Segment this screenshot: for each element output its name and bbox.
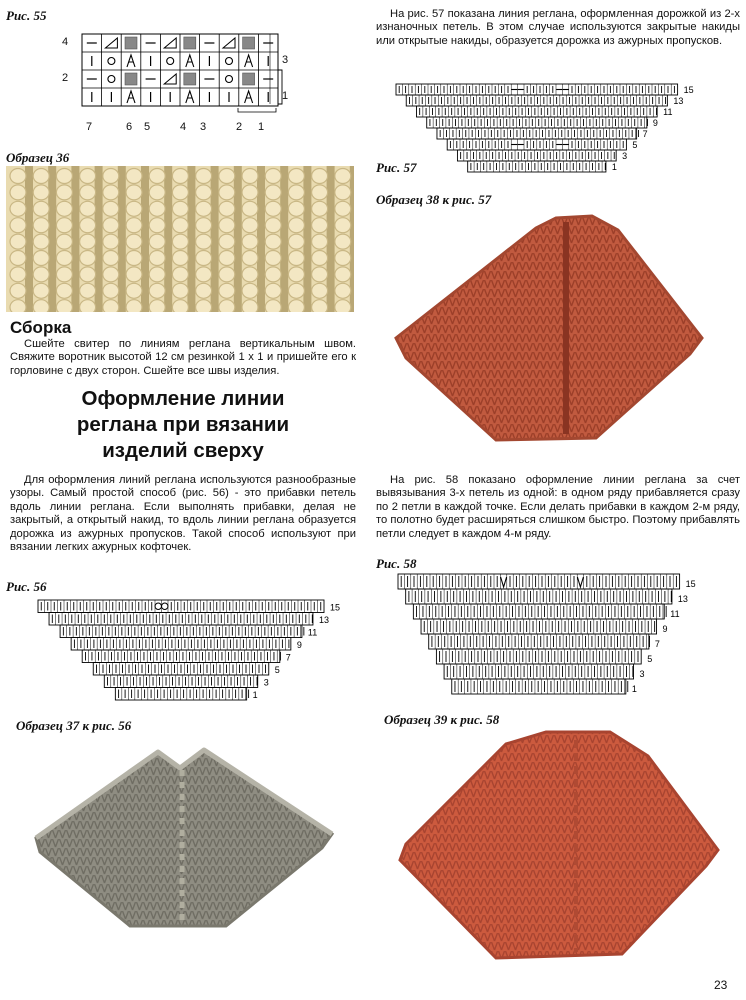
rib-stitch bbox=[172, 283, 188, 298]
rib-stitch bbox=[288, 201, 304, 216]
right-text-top: На рис. 57 показана линия реглана, оформленная дорожкой из 2-х изнаночных петель. В этом случае используются закрытые накиды или открытые накиды, образуется дорожка из ажурных пропусков. bbox=[376, 8, 740, 47]
row-number-label: 1 bbox=[611, 162, 617, 172]
rib-stitch bbox=[265, 300, 281, 312]
fig55-row-label-4: 4 bbox=[62, 36, 69, 48]
rib-stitch bbox=[103, 201, 119, 216]
row-number-label: 7 bbox=[654, 639, 660, 649]
rib-stitch bbox=[56, 300, 72, 312]
yarn-over-symbol bbox=[226, 58, 233, 65]
rib-stitch bbox=[312, 185, 328, 200]
row-number-label: 13 bbox=[318, 615, 329, 625]
rib-stitch bbox=[10, 300, 26, 312]
rib-stitch bbox=[103, 267, 119, 282]
rib-stitch bbox=[56, 185, 72, 200]
row-number-label: 9 bbox=[652, 118, 658, 128]
rib-stitch bbox=[56, 251, 72, 266]
rib-stitch bbox=[10, 283, 26, 298]
rib-stitch bbox=[56, 234, 72, 249]
rib-stitch bbox=[312, 234, 328, 249]
fig55-num: 1 bbox=[258, 121, 265, 133]
central-decrease-symbol bbox=[127, 55, 135, 67]
rib-stitch bbox=[149, 283, 165, 298]
rib-stitch bbox=[172, 300, 188, 312]
central-decrease-symbol bbox=[186, 55, 194, 67]
rib-stitch bbox=[196, 267, 212, 282]
rib-stitch bbox=[80, 201, 96, 216]
rib-stitch bbox=[10, 267, 26, 282]
no-stitch-symbol bbox=[243, 73, 255, 85]
sample36-photo bbox=[6, 166, 354, 312]
rib-stitch bbox=[312, 283, 328, 298]
rib-stitch bbox=[265, 169, 281, 184]
fig55-chart bbox=[60, 30, 290, 140]
rib-stitch bbox=[242, 283, 258, 298]
rib-stitch bbox=[335, 251, 351, 266]
row-number-label: 7 bbox=[642, 129, 648, 139]
rib-stitch bbox=[312, 201, 328, 216]
fig55-bracket-label-3: 3 bbox=[282, 54, 289, 66]
assembly-heading: Сборка bbox=[10, 318, 72, 337]
fig55-bracket-label-1: 1 bbox=[282, 90, 289, 102]
rib-stitch bbox=[242, 267, 258, 282]
rib-stitch bbox=[196, 201, 212, 216]
fig55-num: 4 bbox=[180, 121, 187, 133]
rib-stitch bbox=[219, 218, 235, 233]
increase-symbol bbox=[501, 577, 507, 587]
rib-stitch bbox=[172, 218, 188, 233]
rib-stitch bbox=[80, 234, 96, 249]
rib-stitch bbox=[288, 251, 304, 266]
no-stitch-symbol bbox=[125, 73, 137, 85]
chart-row bbox=[60, 625, 302, 638]
rib-stitch bbox=[219, 201, 235, 216]
rib-stitch bbox=[80, 251, 96, 266]
rib-stitch bbox=[80, 218, 96, 233]
rib-stitch bbox=[149, 201, 165, 216]
rib-stitch bbox=[149, 218, 165, 233]
yarn-over-symbol bbox=[226, 76, 233, 83]
central-decrease-symbol bbox=[245, 91, 253, 103]
rib-stitch bbox=[335, 185, 351, 200]
rib-stitch bbox=[56, 169, 72, 184]
fig58-svg bbox=[392, 570, 712, 698]
rib-stitch bbox=[172, 267, 188, 282]
rib-stitch bbox=[265, 251, 281, 266]
orange-raglan-knit-swatch bbox=[386, 726, 726, 966]
rib-stitch bbox=[196, 218, 212, 233]
fig58-caption: Рис. 58 bbox=[376, 556, 417, 571]
row-number-label: 11 bbox=[307, 627, 318, 638]
rib-stitch bbox=[219, 251, 235, 266]
rib-stitch bbox=[10, 218, 26, 233]
row-number-label: 5 bbox=[632, 140, 638, 150]
rib-stitch bbox=[126, 201, 142, 216]
rib-stitch bbox=[33, 283, 49, 298]
fig57-chart bbox=[390, 80, 710, 176]
sample38-caption: Образец 38 к рис. 57 bbox=[376, 192, 492, 207]
rib-stitch bbox=[196, 185, 212, 200]
rib-stitch bbox=[80, 185, 96, 200]
rib-stitch bbox=[10, 169, 26, 184]
central-decrease-symbol bbox=[186, 91, 194, 103]
rib-stitch bbox=[33, 267, 49, 282]
rib-stitch bbox=[103, 283, 119, 298]
rib-stitch bbox=[126, 283, 142, 298]
rib-stitch bbox=[33, 234, 49, 249]
rib-stitch bbox=[10, 234, 26, 249]
rib-stitch bbox=[56, 201, 72, 216]
sample39-photo bbox=[386, 726, 726, 966]
rib-stitch bbox=[33, 201, 49, 216]
rib-stitch bbox=[335, 218, 351, 233]
fig55-num: 6 bbox=[126, 121, 133, 133]
section-title-line: Оформление линии bbox=[81, 387, 285, 410]
rib-stitch bbox=[126, 300, 142, 312]
rib-stitch bbox=[242, 218, 258, 233]
row-number-label: 15 bbox=[683, 85, 694, 95]
no-stitch-symbol bbox=[125, 37, 137, 49]
chart-row bbox=[457, 150, 616, 161]
row-number-label: 3 bbox=[263, 677, 269, 688]
rib-stitch bbox=[196, 251, 212, 266]
rib-stitch bbox=[196, 169, 212, 184]
rib-stitch bbox=[335, 283, 351, 298]
sample39-caption: Образец 39 к рис. 58 bbox=[384, 712, 500, 727]
rib-stitch bbox=[126, 234, 142, 249]
decrease-symbol bbox=[105, 38, 117, 48]
row-number-label: 13 bbox=[677, 594, 688, 604]
rib-stitch bbox=[265, 283, 281, 298]
no-stitch-symbol bbox=[184, 73, 196, 85]
rib-stitch bbox=[149, 185, 165, 200]
fig55-bracket bbox=[238, 108, 276, 112]
rib-stitch bbox=[242, 185, 258, 200]
rib-stitch bbox=[103, 251, 119, 266]
row-number-label: 15 bbox=[330, 602, 340, 613]
rib-stitch bbox=[33, 169, 49, 184]
fig58-chart bbox=[392, 570, 712, 698]
rib-stitch bbox=[10, 185, 26, 200]
rib-stitch bbox=[312, 218, 328, 233]
row-number-label: 3 bbox=[639, 669, 645, 679]
rib-stitch bbox=[149, 169, 165, 184]
row-number-label: 7 bbox=[285, 652, 291, 663]
chart-row bbox=[413, 604, 664, 619]
cream-rib-knit-swatch bbox=[6, 166, 354, 312]
section-title-line: реглана при вязании bbox=[76, 413, 290, 436]
rib-stitch bbox=[335, 267, 351, 282]
chart-row bbox=[71, 638, 291, 651]
right-text-mid: На рис. 58 показано оформление линии реглана за счет вывязывания 3-х петель из одной: в одном ряду прибавляется сразу по 2 петли в каждой точке. Если делать прибавки в каждом 2-м ряду, то полотно будет расширяться слишком быстро. Поэтому прибавлять петли следует в каждом 4-м ряду. bbox=[376, 474, 740, 540]
row-number-label: 9 bbox=[296, 640, 302, 650]
rib-stitch bbox=[172, 251, 188, 266]
chart-row bbox=[406, 589, 672, 604]
rib-stitch bbox=[219, 267, 235, 282]
rib-stitch bbox=[10, 201, 26, 216]
rib-stitch bbox=[10, 251, 26, 266]
no-stitch-symbol bbox=[184, 37, 196, 49]
rib-stitch bbox=[288, 300, 304, 312]
rib-stitch bbox=[335, 300, 351, 312]
section-text: Для оформления линий реглана используются разнообразные узоры. Самый простой способ (рис. 56) - это прибавки петель вдоль линии реглана. Если выполнять прибавки, делая не закрытый, а открытый накид, то вдоль линии реглана образуется дорожка из ажурных пропусков. Такой способ используют при вязании легких ажурных кофточек. bbox=[10, 474, 356, 554]
fig57-caption: Рис. 57 bbox=[376, 160, 417, 175]
fig56-chart bbox=[30, 596, 340, 704]
rib-stitch bbox=[33, 300, 49, 312]
row-number-label: 13 bbox=[673, 96, 684, 106]
chart-row bbox=[429, 634, 649, 649]
rib-stitch bbox=[288, 218, 304, 233]
yarn-over-symbol bbox=[108, 58, 115, 65]
rib-stitch bbox=[242, 169, 258, 184]
rib-stitch bbox=[288, 283, 304, 298]
fig56-svg bbox=[30, 596, 340, 704]
rib-stitch bbox=[149, 267, 165, 282]
rib-stitch bbox=[312, 267, 328, 282]
row-number-label: 11 bbox=[670, 609, 680, 619]
sample37-photo bbox=[10, 740, 358, 935]
rib-stitch bbox=[288, 267, 304, 282]
rib-stitch bbox=[80, 283, 96, 298]
rib-stitch bbox=[312, 300, 328, 312]
rib-stitch bbox=[219, 300, 235, 312]
rib-stitch bbox=[288, 185, 304, 200]
decrease-symbol bbox=[223, 38, 235, 48]
chart-row bbox=[468, 161, 606, 172]
chart-row bbox=[452, 679, 626, 694]
rib-stitch bbox=[103, 234, 119, 249]
yarn-over-symbol bbox=[162, 603, 168, 609]
rib-stitch bbox=[242, 201, 258, 216]
rib-stitch bbox=[56, 218, 72, 233]
rib-stitch bbox=[242, 234, 258, 249]
rib-stitch bbox=[219, 283, 235, 298]
rib-stitch bbox=[335, 201, 351, 216]
rib-stitch bbox=[80, 300, 96, 312]
rib-stitch bbox=[80, 169, 96, 184]
rib-stitch bbox=[149, 300, 165, 312]
rib-stitch bbox=[288, 169, 304, 184]
rib-stitch bbox=[149, 251, 165, 266]
rib-stitch bbox=[126, 218, 142, 233]
rib-stitch bbox=[265, 185, 281, 200]
rib-stitch bbox=[265, 234, 281, 249]
rib-stitch bbox=[126, 185, 142, 200]
page-number: 23 bbox=[714, 978, 728, 992]
rib-stitch bbox=[103, 300, 119, 312]
rib-stitch bbox=[103, 169, 119, 184]
fig55-svg bbox=[60, 30, 290, 140]
rib-stitch bbox=[172, 169, 188, 184]
increase-symbol bbox=[577, 577, 583, 587]
rib-stitch bbox=[56, 283, 72, 298]
chart-row bbox=[416, 106, 657, 117]
rib-stitch bbox=[149, 234, 165, 249]
rib-stitch bbox=[242, 251, 258, 266]
rib-stitch bbox=[196, 300, 212, 312]
row-number-label: 15 bbox=[685, 579, 696, 589]
rib-stitch bbox=[242, 300, 258, 312]
sample36-caption: Образец 36 bbox=[6, 150, 70, 165]
sample37-caption: Образец 37 к рис. 56 bbox=[16, 718, 132, 733]
yarn-over-symbol bbox=[155, 603, 161, 609]
decrease-symbol bbox=[164, 74, 176, 84]
rib-stitch bbox=[172, 185, 188, 200]
rib-stitch bbox=[219, 234, 235, 249]
rib-stitch bbox=[103, 218, 119, 233]
rib-stitch bbox=[265, 267, 281, 282]
rib-stitch bbox=[80, 267, 96, 282]
rib-stitch bbox=[172, 234, 188, 249]
rib-stitch bbox=[33, 251, 49, 266]
rib-stitch bbox=[33, 185, 49, 200]
sample38-photo bbox=[386, 208, 726, 448]
row-number-label: 5 bbox=[647, 654, 653, 664]
assembly-text: Сшейте свитер по линиям реглана вертикальным швом. Свяжите воротник высотой 12 см резинкой 1 х 1 и пришейте его к горловине с двух сторон. Сшейте все швы изделия. bbox=[10, 338, 356, 377]
chart-row bbox=[406, 95, 667, 106]
central-decrease-symbol bbox=[127, 91, 135, 103]
row-number-label: 5 bbox=[274, 665, 280, 675]
section-title bbox=[10, 386, 356, 464]
rib-stitch bbox=[265, 218, 281, 233]
rib-stitch bbox=[219, 185, 235, 200]
rib-stitch bbox=[172, 201, 188, 216]
rib-stitch bbox=[219, 169, 235, 184]
rib-stitch bbox=[196, 283, 212, 298]
rib-stitch bbox=[126, 267, 142, 282]
fig55-num: 3 bbox=[200, 121, 207, 133]
rib-stitch bbox=[126, 169, 142, 184]
rib-stitch bbox=[265, 201, 281, 216]
rib-stitch bbox=[196, 234, 212, 249]
rib-stitch bbox=[312, 251, 328, 266]
rib-stitch bbox=[288, 234, 304, 249]
row-number-label: 1 bbox=[252, 690, 258, 700]
rib-stitch bbox=[103, 185, 119, 200]
row-number-label: 9 bbox=[662, 624, 668, 634]
rib-stitch bbox=[335, 169, 351, 184]
chart-row bbox=[427, 117, 647, 128]
section-title-line: изделий сверху bbox=[102, 439, 264, 462]
fig55-num: 2 bbox=[236, 121, 243, 133]
fig56-caption: Рис. 56 bbox=[6, 579, 47, 594]
fig55-num: 5 bbox=[144, 121, 151, 133]
row-number-label: 1 bbox=[631, 684, 637, 694]
fig55-row-label-2: 2 bbox=[62, 72, 69, 84]
rib-stitch bbox=[312, 169, 328, 184]
no-stitch-symbol bbox=[243, 37, 255, 49]
yarn-over-symbol bbox=[167, 58, 174, 65]
rib-stitch bbox=[56, 267, 72, 282]
fig57-svg bbox=[390, 80, 710, 176]
decrease-symbol bbox=[164, 38, 176, 48]
gray-raglan-knit-swatch bbox=[10, 740, 358, 935]
rib-stitch bbox=[126, 251, 142, 266]
yarn-over-symbol bbox=[108, 76, 115, 83]
fig55-num: 7 bbox=[86, 121, 93, 133]
row-number-label: 3 bbox=[622, 151, 628, 161]
fig55-caption: Рис. 55 bbox=[6, 8, 47, 23]
row-number-label: 11 bbox=[663, 107, 673, 117]
rib-stitch bbox=[33, 218, 49, 233]
rust-raglan-knit-swatch bbox=[386, 208, 726, 448]
rib-stitch bbox=[335, 234, 351, 249]
central-decrease-symbol bbox=[245, 55, 253, 67]
